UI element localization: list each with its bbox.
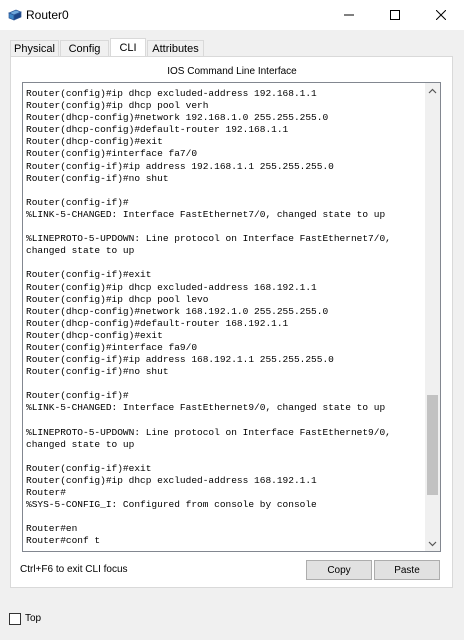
minimize-icon	[344, 10, 354, 20]
cli-line	[26, 511, 426, 523]
cli-line	[26, 415, 426, 427]
cli-line: Router(config-if)#no shut	[26, 172, 169, 184]
tab-attributes[interactable]: Attributes	[147, 40, 204, 57]
scroll-thumb[interactable]	[427, 395, 438, 495]
cli-line: Router(dhcp-config)#default-router 168.192.1.1	[26, 317, 289, 329]
cli-line: Router(dhcp-config)#default-router 192.168.1.1	[26, 124, 289, 136]
cli-line	[26, 378, 426, 390]
window-title: Router0	[26, 8, 69, 22]
tab-physical[interactable]: Physical	[10, 40, 59, 57]
chevron-up-icon	[428, 88, 437, 94]
cli-line: Router(config)#ip dhcp excluded-address 192.168.1.1	[26, 88, 317, 99]
cli-line: Router(config-if)#exit	[26, 269, 152, 281]
close-icon	[436, 10, 446, 20]
top-checkbox[interactable]	[9, 613, 21, 625]
cli-line	[26, 257, 426, 269]
cli-line: Router(dhcp-config)#network 192.168.1.0 255.255.255.0	[26, 112, 329, 124]
scroll-down-button[interactable]	[425, 536, 440, 551]
scroll-up-button[interactable]	[425, 83, 440, 98]
title-bar	[0, 0, 464, 30]
paste-button[interactable]: Paste	[374, 560, 440, 580]
cli-output	[26, 88, 426, 548]
cli-line	[26, 185, 426, 197]
cli-line: Router#en	[26, 523, 78, 535]
cli-line: Router(config)#ip dhcp excluded-address 168.192.1.1	[26, 281, 317, 293]
maximize-button[interactable]	[372, 0, 418, 30]
cli-line: Router(dhcp-config)#exit	[26, 329, 163, 341]
cli-line: %SYS-5-CONFIG_I: Configured from console by console	[26, 499, 317, 511]
panel-title: IOS Command Line Interface	[167, 66, 297, 77]
copy-button[interactable]: Copy	[306, 560, 372, 580]
cli-line: Router(config-if)#no shut	[26, 366, 169, 378]
cli-line: Router(config)#interface fa9/0	[26, 341, 198, 353]
close-button[interactable]	[418, 0, 464, 30]
cli-line: Router#	[26, 487, 66, 499]
cli-terminal[interactable]	[22, 82, 441, 552]
cli-line: %LINEPROTO-5-UPDOWN: Line protocol on Interface FastEthernet9/0,	[26, 426, 391, 438]
cli-line: Router(config-if)#ip address 168.192.1.1 255.255.255.0	[26, 354, 334, 366]
cli-line: Router(config-if)#	[26, 196, 129, 208]
router-app-icon	[7, 7, 23, 23]
cli-scrollbar[interactable]	[425, 83, 440, 551]
tab-cli[interactable]: CLI	[110, 38, 146, 57]
cli-line: %LINEPROTO-5-UPDOWN: Line protocol on Interface FastEthernet7/0,	[26, 233, 391, 245]
cli-line: changed state to up	[26, 245, 135, 257]
cli-line: Router#conf t	[26, 535, 101, 547]
maximize-icon	[390, 10, 400, 20]
cli-line: Router(config)#ip dhcp pool levo	[26, 293, 209, 305]
cli-line: Router(config-if)#exit	[26, 462, 152, 474]
cli-line: %LINK-5-CHANGED: Interface FastEthernet7/0, changed state to up	[26, 208, 386, 220]
cli-line: Router(config)#ip dhcp pool verh	[26, 100, 209, 112]
cli-line: Router(dhcp-config)#exit	[26, 136, 163, 148]
cli-line: changed state to up	[26, 438, 135, 450]
cli-line: Router(config)#interface fa7/0	[26, 148, 198, 160]
cli-line: Router(config-if)#	[26, 390, 129, 402]
cli-line: Router(config)#ip dhcp excluded-address 168.192.1.1	[26, 475, 317, 486]
cli-line	[26, 221, 426, 233]
cli-focus-hint: Ctrl+F6 to exit CLI focus	[20, 564, 128, 575]
chevron-down-icon	[428, 541, 437, 547]
top-checkbox-label: Top	[25, 613, 42, 624]
cli-line: Router(dhcp-config)#network 168.192.1.0 255.255.255.0	[26, 305, 329, 317]
minimize-button[interactable]	[326, 0, 372, 30]
cli-line	[26, 451, 426, 463]
cli-line: %LINK-5-CHANGED: Interface FastEthernet9/0, changed state to up	[26, 402, 386, 414]
tab-config[interactable]: Config	[60, 40, 109, 57]
cli-line: Router(config-if)#ip address 192.168.1.1 255.255.255.0	[26, 160, 334, 172]
